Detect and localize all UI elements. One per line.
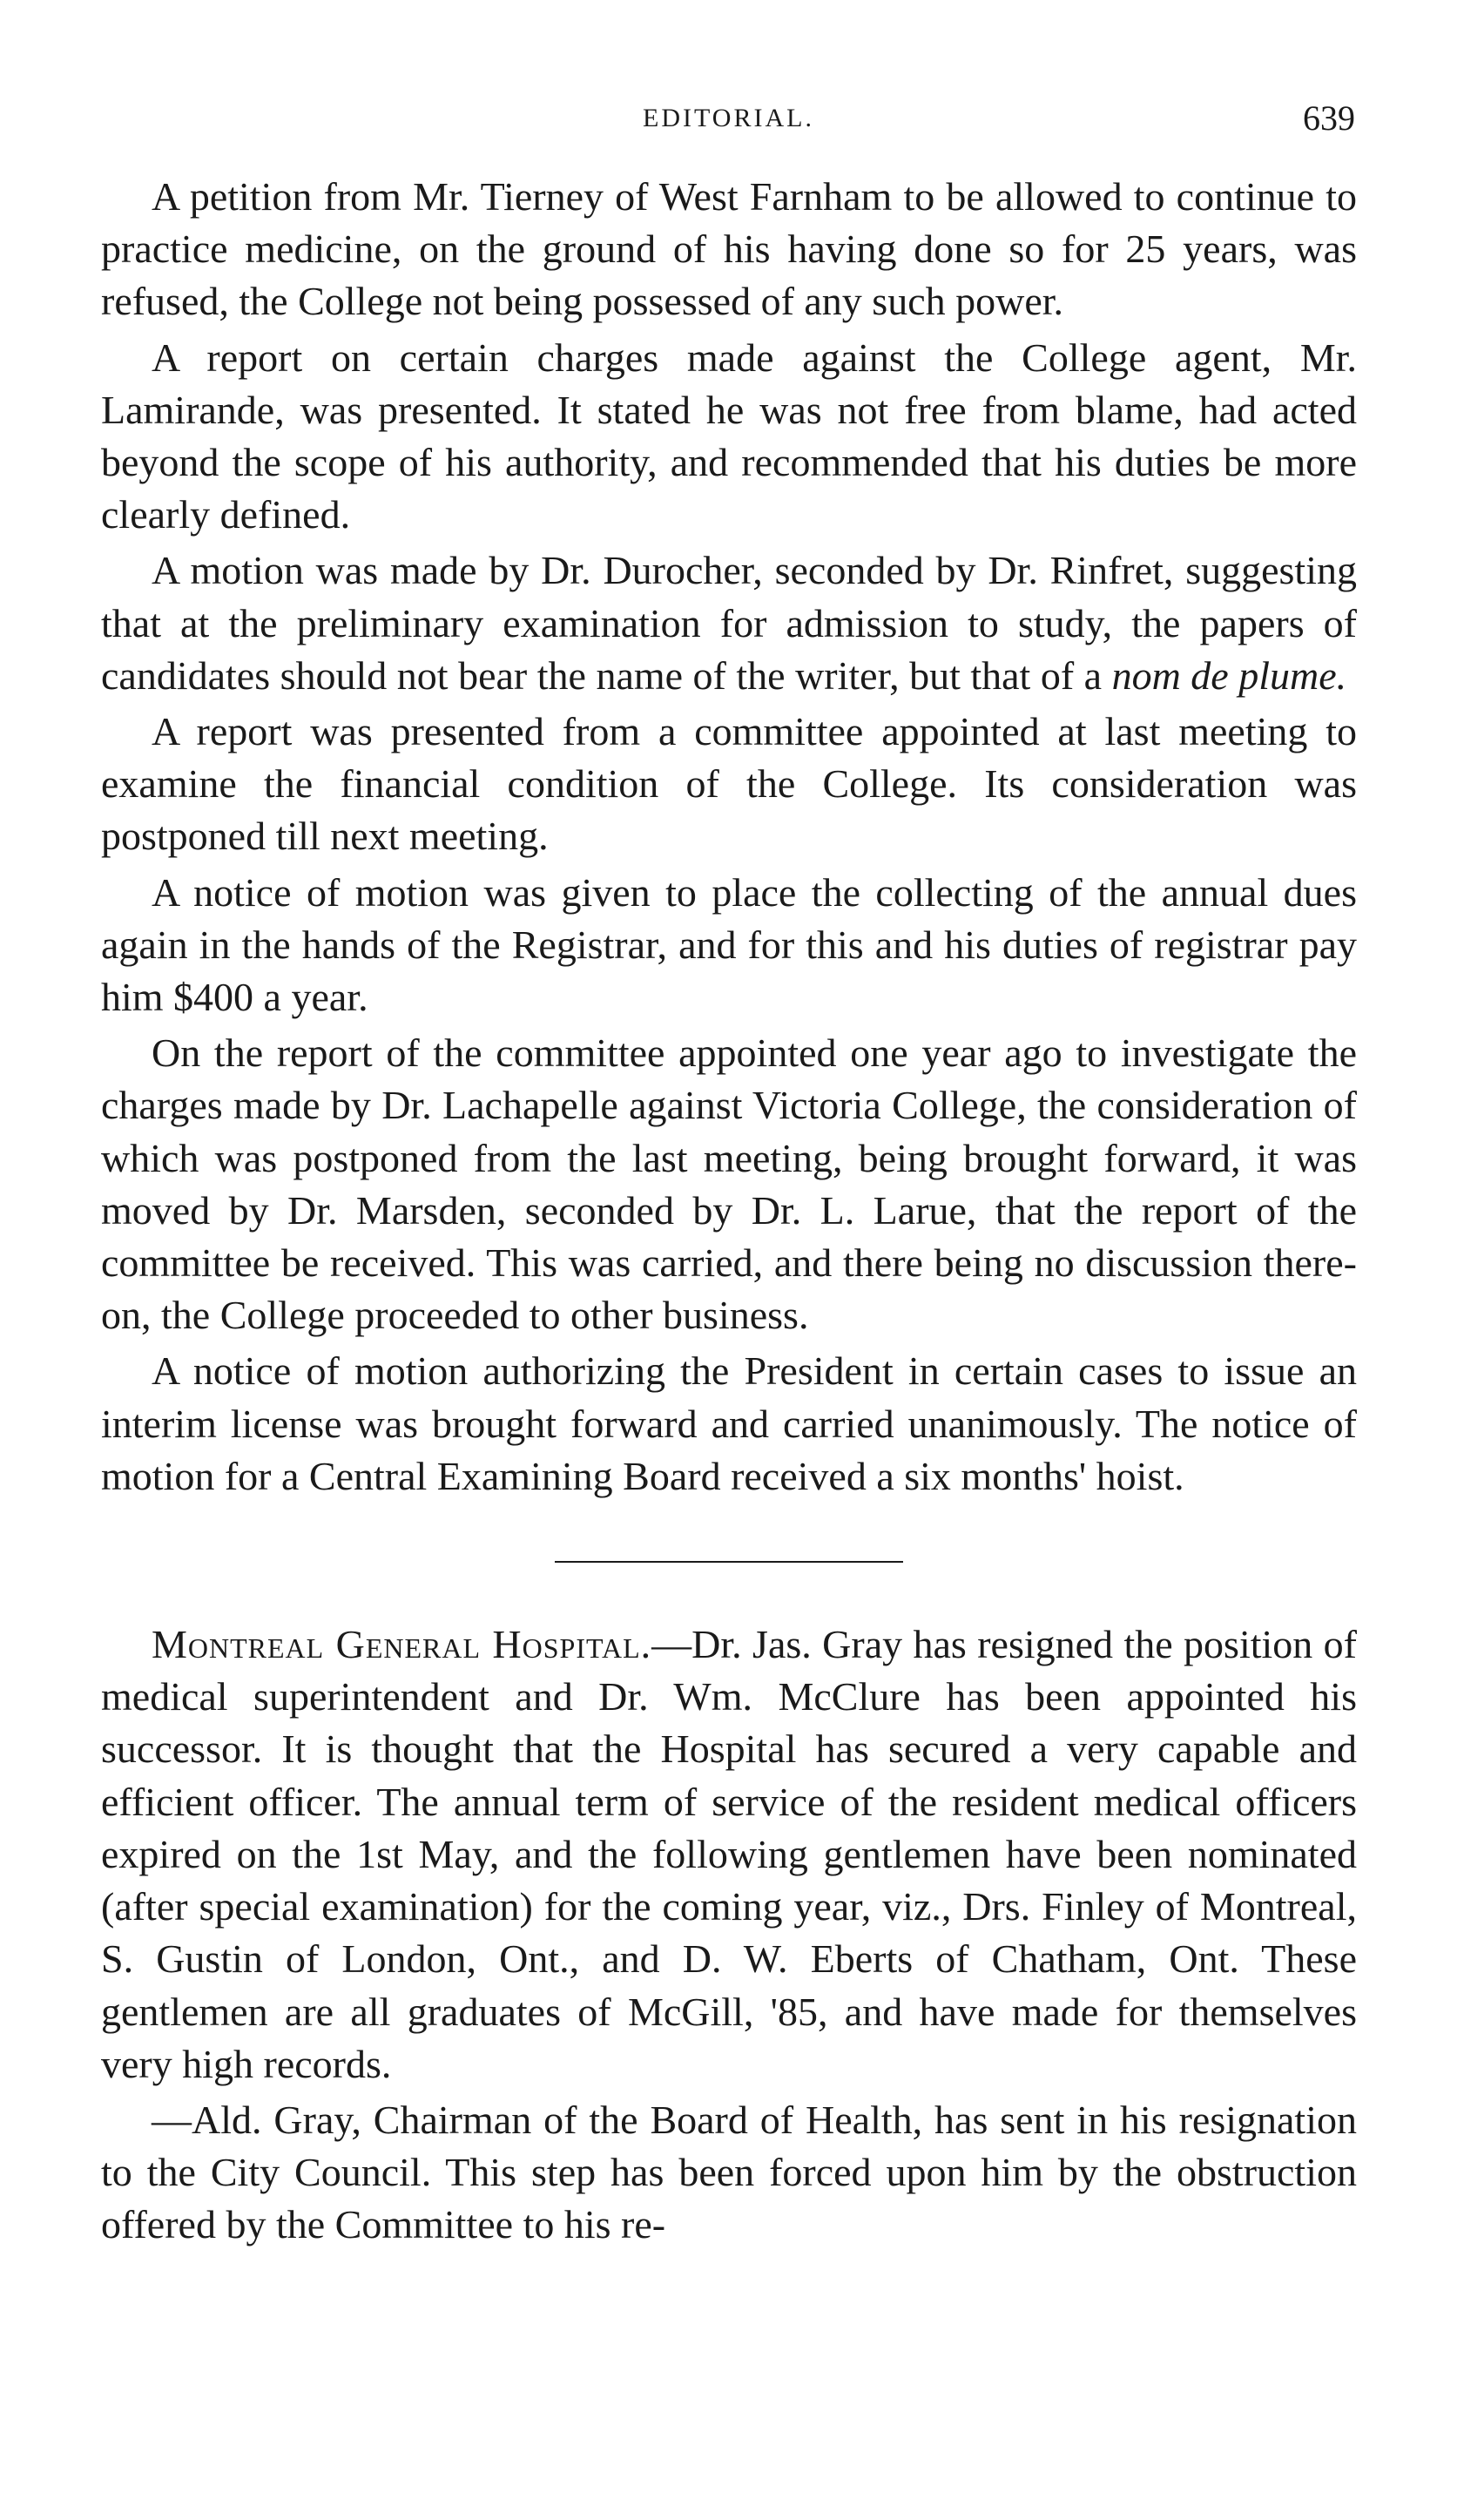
paragraph-annual-dues: A notice of motion was given to place the collecting of the annual dues again in the hands of the Registrar, and for this and his duties of registrar pay him $400 a year. — [101, 869, 1357, 1020]
paragraph-agent-report: A report on certain charges made against the College agent, Mr. Lamirande, was presented. It stated he was not free from blame, had acted beyond the scope of his authority, and recommended that his duties be more clearly defined. — [101, 334, 1357, 537]
page-number: 639 — [1303, 98, 1355, 138]
nom-de-plume-italic: nom de plume. — [1111, 652, 1347, 698]
paragraph-interim-license: A notice of motion authorizing the President in certain cases to issue an interim license was brought forward and carried unanimously. The notice of motion for a Central Examining Board received a six months' hoist. — [101, 1348, 1357, 1498]
paragraph-hospital-notice — [101, 1618, 1357, 2091]
paragraph-victoria-college: On the report of the committee appointed one year ago to investigate the charges made by Dr. Lachapelle against Victoria College, the consideration of which was postponed from the last meeting, being brought forward, it was moved by Dr. Marsden, seconded by Dr. L. Larue, that the report of the committee be received. This was carried, and there being no discussion thereon, the College proceeded to other business. — [101, 1030, 1357, 1338]
body-text — [101, 171, 1357, 2252]
section-divider — [555, 1561, 903, 1563]
paragraph-durocher-motion-text: A motion was made by Dr. Durocher, seconded by Dr. Rinfret, suggesting that at the preliminary examination for admission to study, the papers of candidates should not bear the name of the writer, but that of a — [101, 548, 1357, 698]
running-head — [0, 92, 1457, 145]
hospital-notice-text: —Dr. Jas. Gray has resigned the position of medical superintendent and Dr. Wm. McClure has been appointed his successor. It is thought that the Hospital has secured a very capable and efficient officer. The annual term of service of the resident medical officers expired on the 1st May, and the following gentlemen have been nominated (after special examination) for the coming year, viz., Drs. Finley of Montreal, S. Gustin of London, Ont., and D. W. Eberts of Chatham, Ont. These gentlemen are all graduates of McGill, '85, and have made for themselves very high records. — [101, 1622, 1357, 2086]
running-title: EDITORIAL. — [643, 104, 814, 132]
paragraph-board-of-health: —Ald. Gray, Chairman of the Board of Health, has sent in his resignation to the City Council. This step has been forced upon him by the obstruction offered by the Committee to his re- — [101, 2097, 1357, 2247]
paragraph-petition: A petition from Mr. Tierney of West Farnham to be allowed to continue to practice medicine, on the ground of his having done so for 25 years, was refused, the College not being possessed of any such power. — [101, 174, 1357, 324]
hospital-heading: Montreal General Hospital. — [152, 1622, 652, 1667]
paragraph-financial-report: A report was presented from a committee appointed at last meeting to examine the financial condition of the College. Its consideration was postponed till next meeting. — [101, 709, 1357, 859]
paragraph-durocher-motion — [101, 544, 1357, 702]
